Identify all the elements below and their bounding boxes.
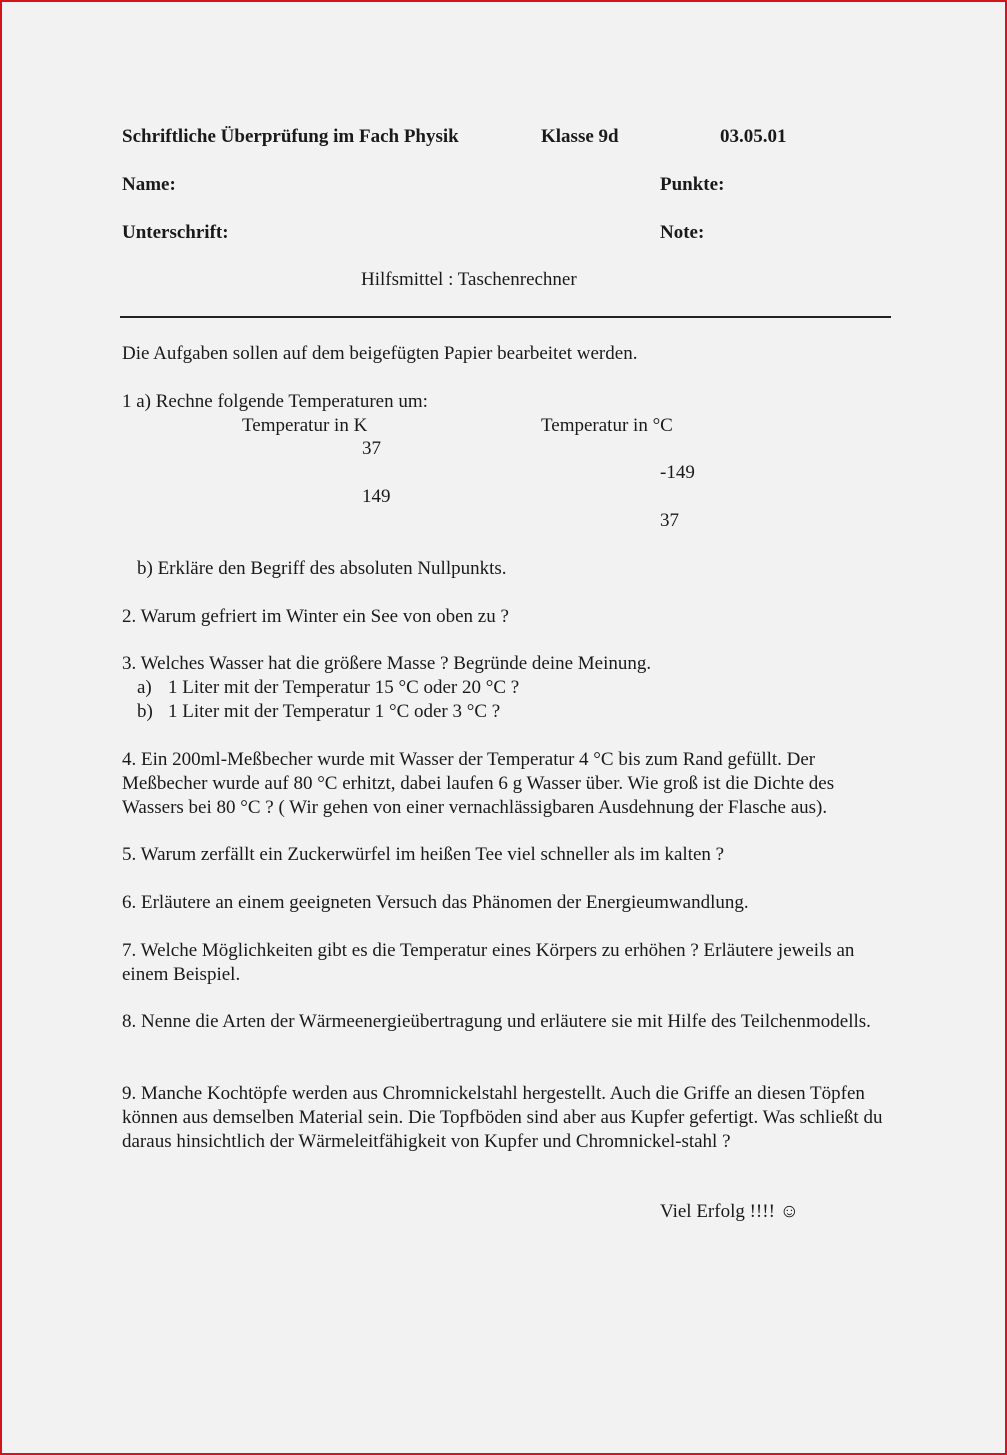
exam-date: 03.05.01 (720, 126, 787, 147)
task-5: 5. Warum zerfällt ein Zuckerwürfel im heißen Tee viel schneller als im kalten ? (122, 844, 725, 865)
task-3b-marker: b) (137, 701, 153, 722)
closing-message: Viel Erfolg !!!! ☺ (660, 1201, 800, 1222)
points-label: Punkte: (660, 174, 725, 195)
column-header-celsius: Temperatur in °C (541, 415, 673, 436)
task-6: 6. Erläutere an einem geeigneten Versuch das Phänomen der Energieumwandlung. (122, 892, 749, 913)
celsius-value: -149 (660, 462, 695, 483)
task-1a: 1 a) Rechne folgende Temperaturen um: (122, 391, 428, 412)
header-divider (120, 316, 891, 318)
task-2: 2. Warum gefriert im Winter ein See von oben zu ? (122, 606, 509, 627)
task-9: 9. Manche Kochtöpfe werden aus Chromnickelstahl hergestellt. Auch die Griffe an diesen Töpfen können aus demselben Material sein. Die Topfböden sind aber aus Kupfer gefertigt. Was schließt du daraus hinsichtlich der Wärmeleitfähigkeit von Kupfer und Chromnickel-stahl ? (122, 1083, 883, 1152)
celsius-value: 37 (660, 510, 679, 531)
aids-line: Hilfsmittel : Taschenrechner (361, 269, 577, 290)
column-header-kelvin: Temperatur in K (242, 415, 368, 436)
task-3: 3. Welches Wasser hat die größere Masse ? Begründe deine Meinung. (122, 653, 652, 674)
instructions: Die Aufgaben sollen auf dem beigefügten Papier bearbeitet werden. (122, 343, 638, 364)
class-label: Klasse 9d (541, 126, 619, 147)
task-3b: 1 Liter mit der Temperatur 1 °C oder 3 °C ? (168, 701, 501, 722)
name-label: Name: (122, 174, 176, 195)
task-4: 4. Ein 200ml-Meßbecher wurde mit Wasser der Temperatur 4 °C bis zum Rand gefüllt. Der Meßbecher wurde auf 80 °C erhitzt, dabei laufen 6 g Wasser über. Wie groß ist die Dichte des Wassers bei 80 °C ? ( Wir gehen von einer vernachlässigbaren Ausdehnung der Flasche aus). (122, 749, 835, 818)
task-1b: b) Erkläre den Begriff des absoluten Nullpunkts. (137, 558, 507, 579)
grade-label: Note: (660, 222, 705, 243)
kelvin-value: 37 (362, 438, 381, 459)
task-7: 7. Welche Möglichkeiten gibt es die Temperatur eines Körpers zu erhöhen ? Erläutere jeweils an einem Beispiel. (122, 940, 855, 985)
task-3a: 1 Liter mit der Temperatur 15 °C oder 20 °C ? (168, 677, 520, 698)
signature-label: Unterschrift: (122, 222, 229, 243)
task-8: 8. Nenne die Arten der Wärmeenergieübertragung und erläutere sie mit Hilfe des Teilchenmodells. (122, 1011, 871, 1032)
exam-title: Schriftliche Überprüfung im Fach Physik (122, 126, 459, 147)
kelvin-value: 149 (362, 486, 391, 507)
task-3a-marker: a) (137, 677, 152, 698)
